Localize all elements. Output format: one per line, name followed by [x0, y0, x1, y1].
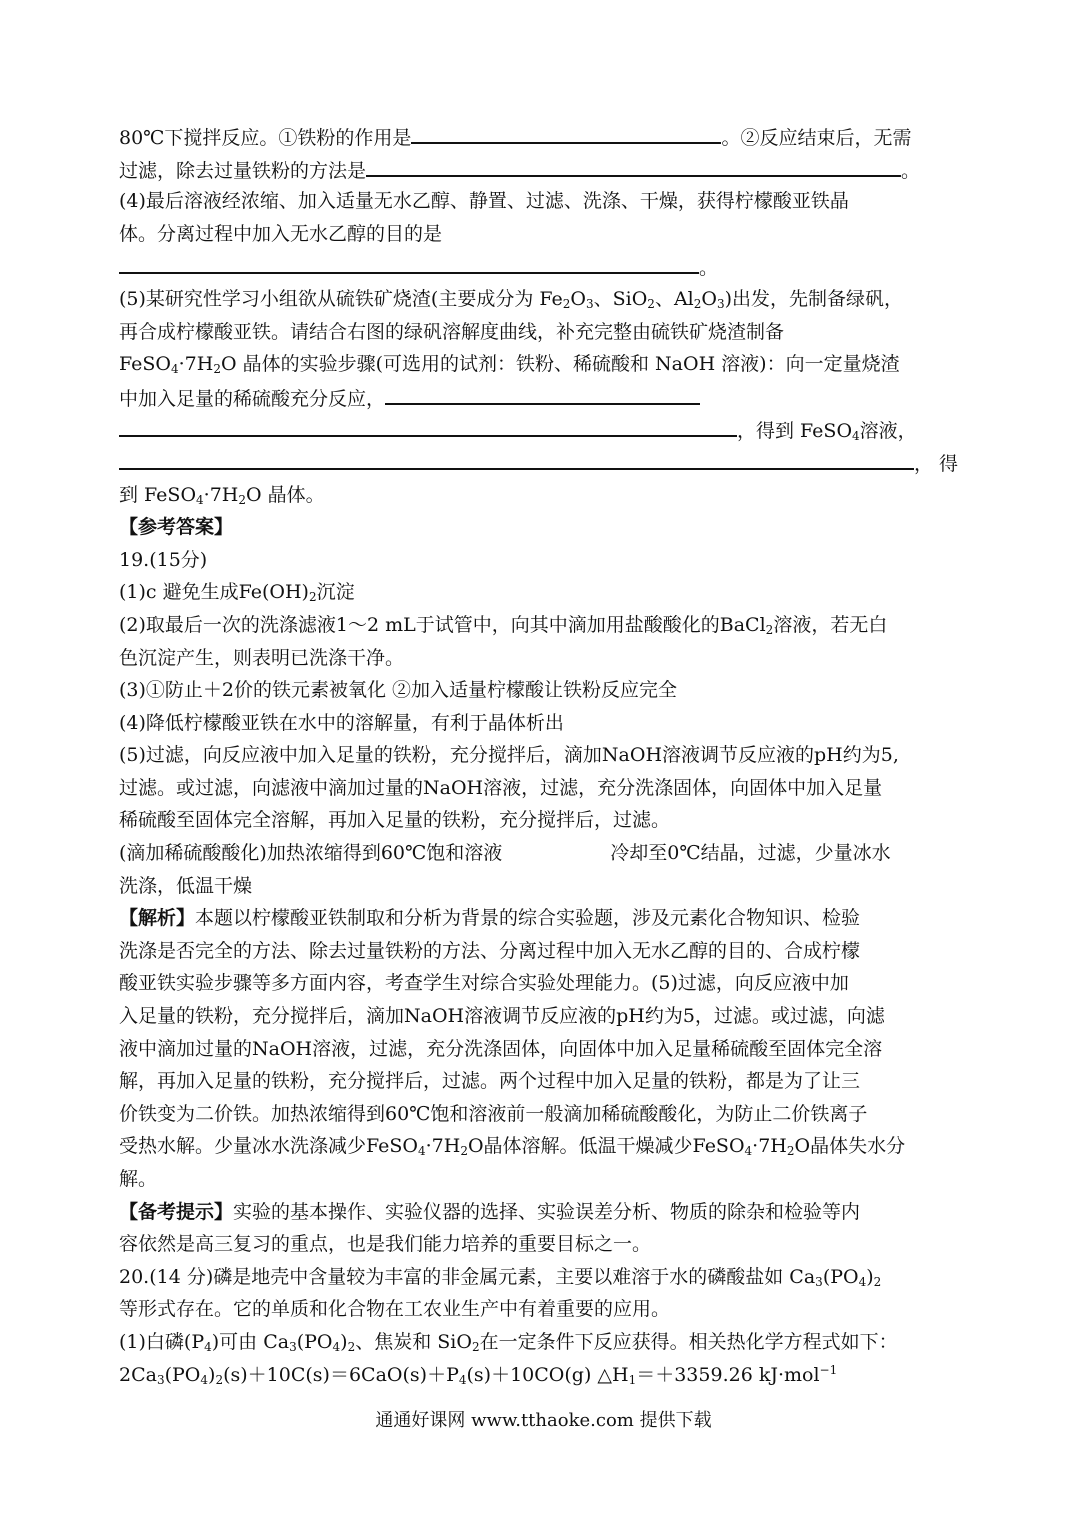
analysis-line-9: 解。 [119, 1168, 158, 1190]
text: 冷却至0℃结晶，过滤，少量冰水 [610, 842, 891, 865]
text: (PO [164, 1363, 201, 1386]
text: 、Al [654, 287, 694, 310]
answer-blank [119, 446, 914, 470]
q19-part4-line-2 [119, 218, 969, 251]
subscript: 3 [585, 296, 594, 311]
subscript: 2 [347, 1339, 356, 1354]
subscript: 2 [238, 492, 247, 507]
text: 过滤，除去过量铁粉的方法是 [119, 159, 367, 182]
text: 。 [901, 159, 921, 182]
text: 中加入足量的稀硫酸充分反应， [119, 387, 386, 410]
text: (s)＋10C(s)＝6CaO(s)＋P [223, 1363, 459, 1386]
text: (滴加稀硫酸酸化)加热浓缩得到60℃饱和溶液 [119, 842, 503, 865]
subscript: 4 [744, 1144, 753, 1159]
text: ·7H [203, 483, 239, 506]
subscript: 3 [289, 1339, 297, 1354]
text: ·7H [178, 353, 214, 376]
analysis-line-4: 入足量的铁粉，充分搅拌后，滴加NaOH溶液调节反应液的pH约为5，过滤。或过滤，向滤 [119, 1005, 885, 1028]
q20-line-2: 等形式存在。它的单质和化合物在工农业生产中有着重要的应用。 [119, 1298, 671, 1321]
q19-part5-line-5 [119, 413, 969, 446]
text: (5)某研究性学习小组欲从硫铁矿烧渣(主要成分为 Fe [119, 287, 563, 310]
text: ， 得 [914, 452, 959, 475]
subscript: 2 [647, 296, 655, 311]
tips-line-2: 容依然是高三复习的重点，也是我们能力培养的重要目标之一。 [119, 1233, 652, 1256]
subscript: 3 [156, 1372, 165, 1387]
q19-line-2 [119, 153, 969, 186]
q19-part5-line-3 [119, 348, 969, 381]
analysis-line-6: 解，再加入足量的铁粉，充分搅拌后，过滤。两个过程中加入足量的铁粉，都是为了让三 [119, 1070, 861, 1093]
subscript: 2 [308, 590, 317, 605]
answer-2-line-1 [119, 609, 969, 642]
subscript: 2 [460, 1144, 468, 1159]
answer-5-line-3: 稀硫酸至固体完全溶解，再加入足量的铁粉，充分搅拌后，过滤。 [119, 809, 671, 832]
answer-2-line-2: 色沉淀产生，则表明已洗涤干净。 [119, 646, 405, 669]
text: 在一定条件下反应获得。相关热化学方程式如下： [479, 1330, 898, 1353]
q19-part5-line-6 [119, 446, 969, 479]
text: (4)最后溶液经浓缩、加入适量无水乙醇、静置、过滤、洗涤、干燥，获得柠檬酸亚铁晶 [119, 190, 849, 213]
q19-part5-line-2 [119, 316, 969, 349]
subscript: 3 [815, 1274, 823, 1289]
text: O [701, 287, 717, 310]
text: O晶体溶解。低温干燥减少FeSO [467, 1135, 745, 1158]
subscript: 4 [170, 362, 179, 377]
answer-blank [411, 120, 721, 144]
text: ) [340, 1330, 348, 1353]
q20-line-1 [119, 1261, 969, 1294]
q20-equation [119, 1359, 969, 1392]
text: O晶体失水分 [794, 1135, 906, 1158]
subscript: 4 [852, 429, 860, 444]
text: ) [866, 1265, 874, 1288]
analysis-line-3: 酸亚铁实验步骤等多方面内容，考查学生对综合实验处理能力。(5)过滤，向反应液中加 [119, 972, 849, 995]
subscript: 4 [417, 1144, 426, 1159]
analysis-label: 【解析】 [119, 907, 196, 930]
tips-label: 【备考提示】 [119, 1200, 234, 1223]
subscript: 2 [562, 296, 571, 311]
subscript: 3 [716, 296, 725, 311]
subscript: 2 [765, 622, 774, 637]
answer-5-line-5: 洗涤，低温干燥 [119, 874, 253, 897]
subscript: 4 [858, 1274, 867, 1289]
superscript: −1 [819, 1362, 838, 1377]
q19-part5-line-7 [119, 479, 969, 512]
text: ·7H [425, 1135, 461, 1158]
text: (PO [822, 1265, 859, 1288]
subscript: 4 [204, 1339, 212, 1354]
text: ，得到 FeSO [737, 420, 853, 443]
subscript: 4 [332, 1339, 341, 1354]
tips-line-1 [119, 1196, 969, 1229]
answer-1 [119, 576, 969, 609]
analysis-line-7: 价铁变为二价铁。加热浓缩得到60℃饱和溶液前一般滴加稀硫酸酸化，为防止二价铁离子 [119, 1102, 868, 1125]
text: 到 FeSO [119, 483, 197, 506]
answer-blank [366, 153, 901, 177]
text: 、焦炭和 SiO [355, 1330, 472, 1353]
text: 实验的基本操作、实验仪器的选择、实验误差分析、物质的除杂和检验等内 [233, 1200, 861, 1223]
text: 体。分离过程中加入无水乙醇的目的是 [119, 222, 443, 245]
q19-part4-line-3 [119, 250, 969, 283]
text: 再合成柠檬酸亚铁。请结合右图的绿矾溶解度曲线，补充完整由硫铁矿烧渣制备 [119, 320, 785, 343]
text: 沉淀 [316, 581, 355, 604]
text: (1)白磷(P [119, 1330, 205, 1353]
analysis-line-2: 洗涤是否完全的方法、除去过量铁粉的方法、分离过程中加入无水乙醇的目的、合成柠檬 [119, 939, 861, 962]
answer-heading: 【参考答案】 [119, 516, 234, 539]
text: O 晶体。 [246, 483, 325, 506]
subscript: 2 [213, 362, 221, 377]
answer-4: (4)降低柠檬酸亚铁在水中的溶解量，有利于晶体析出 [119, 711, 564, 734]
subscript: 2 [873, 1274, 882, 1289]
subscript: 2 [786, 1144, 795, 1159]
analysis-line-8 [119, 1130, 969, 1163]
q19-part5-line-1 [119, 283, 969, 316]
answer-blank [385, 381, 700, 405]
text: 。 [699, 257, 719, 280]
text: 。②反应结束后，无需 [721, 127, 912, 149]
text: ·7H [752, 1135, 787, 1158]
text: )可由 Ca [211, 1330, 290, 1353]
analysis-line-1 [119, 902, 969, 935]
subscript: 2 [693, 296, 702, 311]
text: 本题以柠檬酸亚铁制取和分析为背景的综合实验题，涉及元素化合物知识、检验 [195, 907, 861, 930]
q20-line-3 [119, 1326, 969, 1359]
text: 溶液， [859, 420, 917, 443]
text: ＝＋3359.26 kJ·mol [636, 1363, 820, 1386]
answer-3: (3)①防止＋2价的铁元素被氧化 ②加入适量柠檬酸让铁粉反应完全 [119, 679, 678, 702]
text: O [570, 287, 586, 310]
text: 80℃下搅拌反应。①铁粉的作用是 [119, 127, 412, 149]
analysis-line-5: 液中滴加过量的NaOH溶液，过滤，充分洗涤固体，向固体中加入足量稀硫酸至固体完全溶 [119, 1037, 883, 1060]
subscript: 1 [628, 1372, 637, 1387]
text: 受热水解。少量冰水洗涤减少FeSO [119, 1135, 418, 1158]
text: FeSO [119, 353, 171, 376]
subscript: 2 [471, 1339, 480, 1354]
q19-part4-line-1 [119, 185, 969, 218]
text: (1)c 避免生成Fe(OH) [119, 581, 309, 604]
answer-5-line-1: (5)过滤，向反应液中加入足量的铁粉，充分搅拌后，滴加NaOH溶液调节反应液的pH约为5, [119, 744, 899, 767]
answer-blank [119, 250, 699, 274]
subscript: 4 [458, 1372, 467, 1387]
text: (2)取最后一次的洗涤滤液1～2 mL于试管中，向其中滴加用盐酸酸化的BaCl [119, 613, 766, 636]
text: 、SiO [593, 287, 648, 310]
text: 溶液，若无白 [773, 613, 888, 636]
subscript: 4 [196, 492, 204, 507]
q19-line-1 [119, 120, 969, 153]
text: 2Ca [119, 1363, 157, 1386]
text: (PO [296, 1330, 333, 1353]
text: )出发，先制备绿矾， [724, 287, 904, 310]
subscript: 2 [215, 1372, 224, 1387]
text: O 晶体的实验步骤(可选用的试剂：铁粉、稀硫酸和 NaOH 溶液)：向一定量烧渣 [220, 353, 900, 376]
answer-blank [119, 413, 737, 437]
page-footer: 通通好课网 www.tthaoke.com 提供下载 [375, 1410, 712, 1431]
document-body [119, 120, 969, 1391]
answer-score: 19.(15分) [119, 548, 208, 571]
answer-5-line-2: 过滤。或过滤，向滤液中滴加过量的NaOH溶液，过滤，充分洗涤固体，向固体中加入足量 [119, 776, 883, 799]
answer-5-line-4 [119, 837, 969, 870]
text: 20.(14 分)磷是地壳中含量较为丰富的非金属元素，主要以难溶于水的磷酸盐如 Ca [119, 1265, 816, 1288]
text: (s)＋10CO(g) △H [466, 1363, 629, 1386]
subscript: 4 [200, 1372, 209, 1387]
q19-part5-line-4 [119, 381, 969, 414]
text: ) [208, 1363, 216, 1386]
